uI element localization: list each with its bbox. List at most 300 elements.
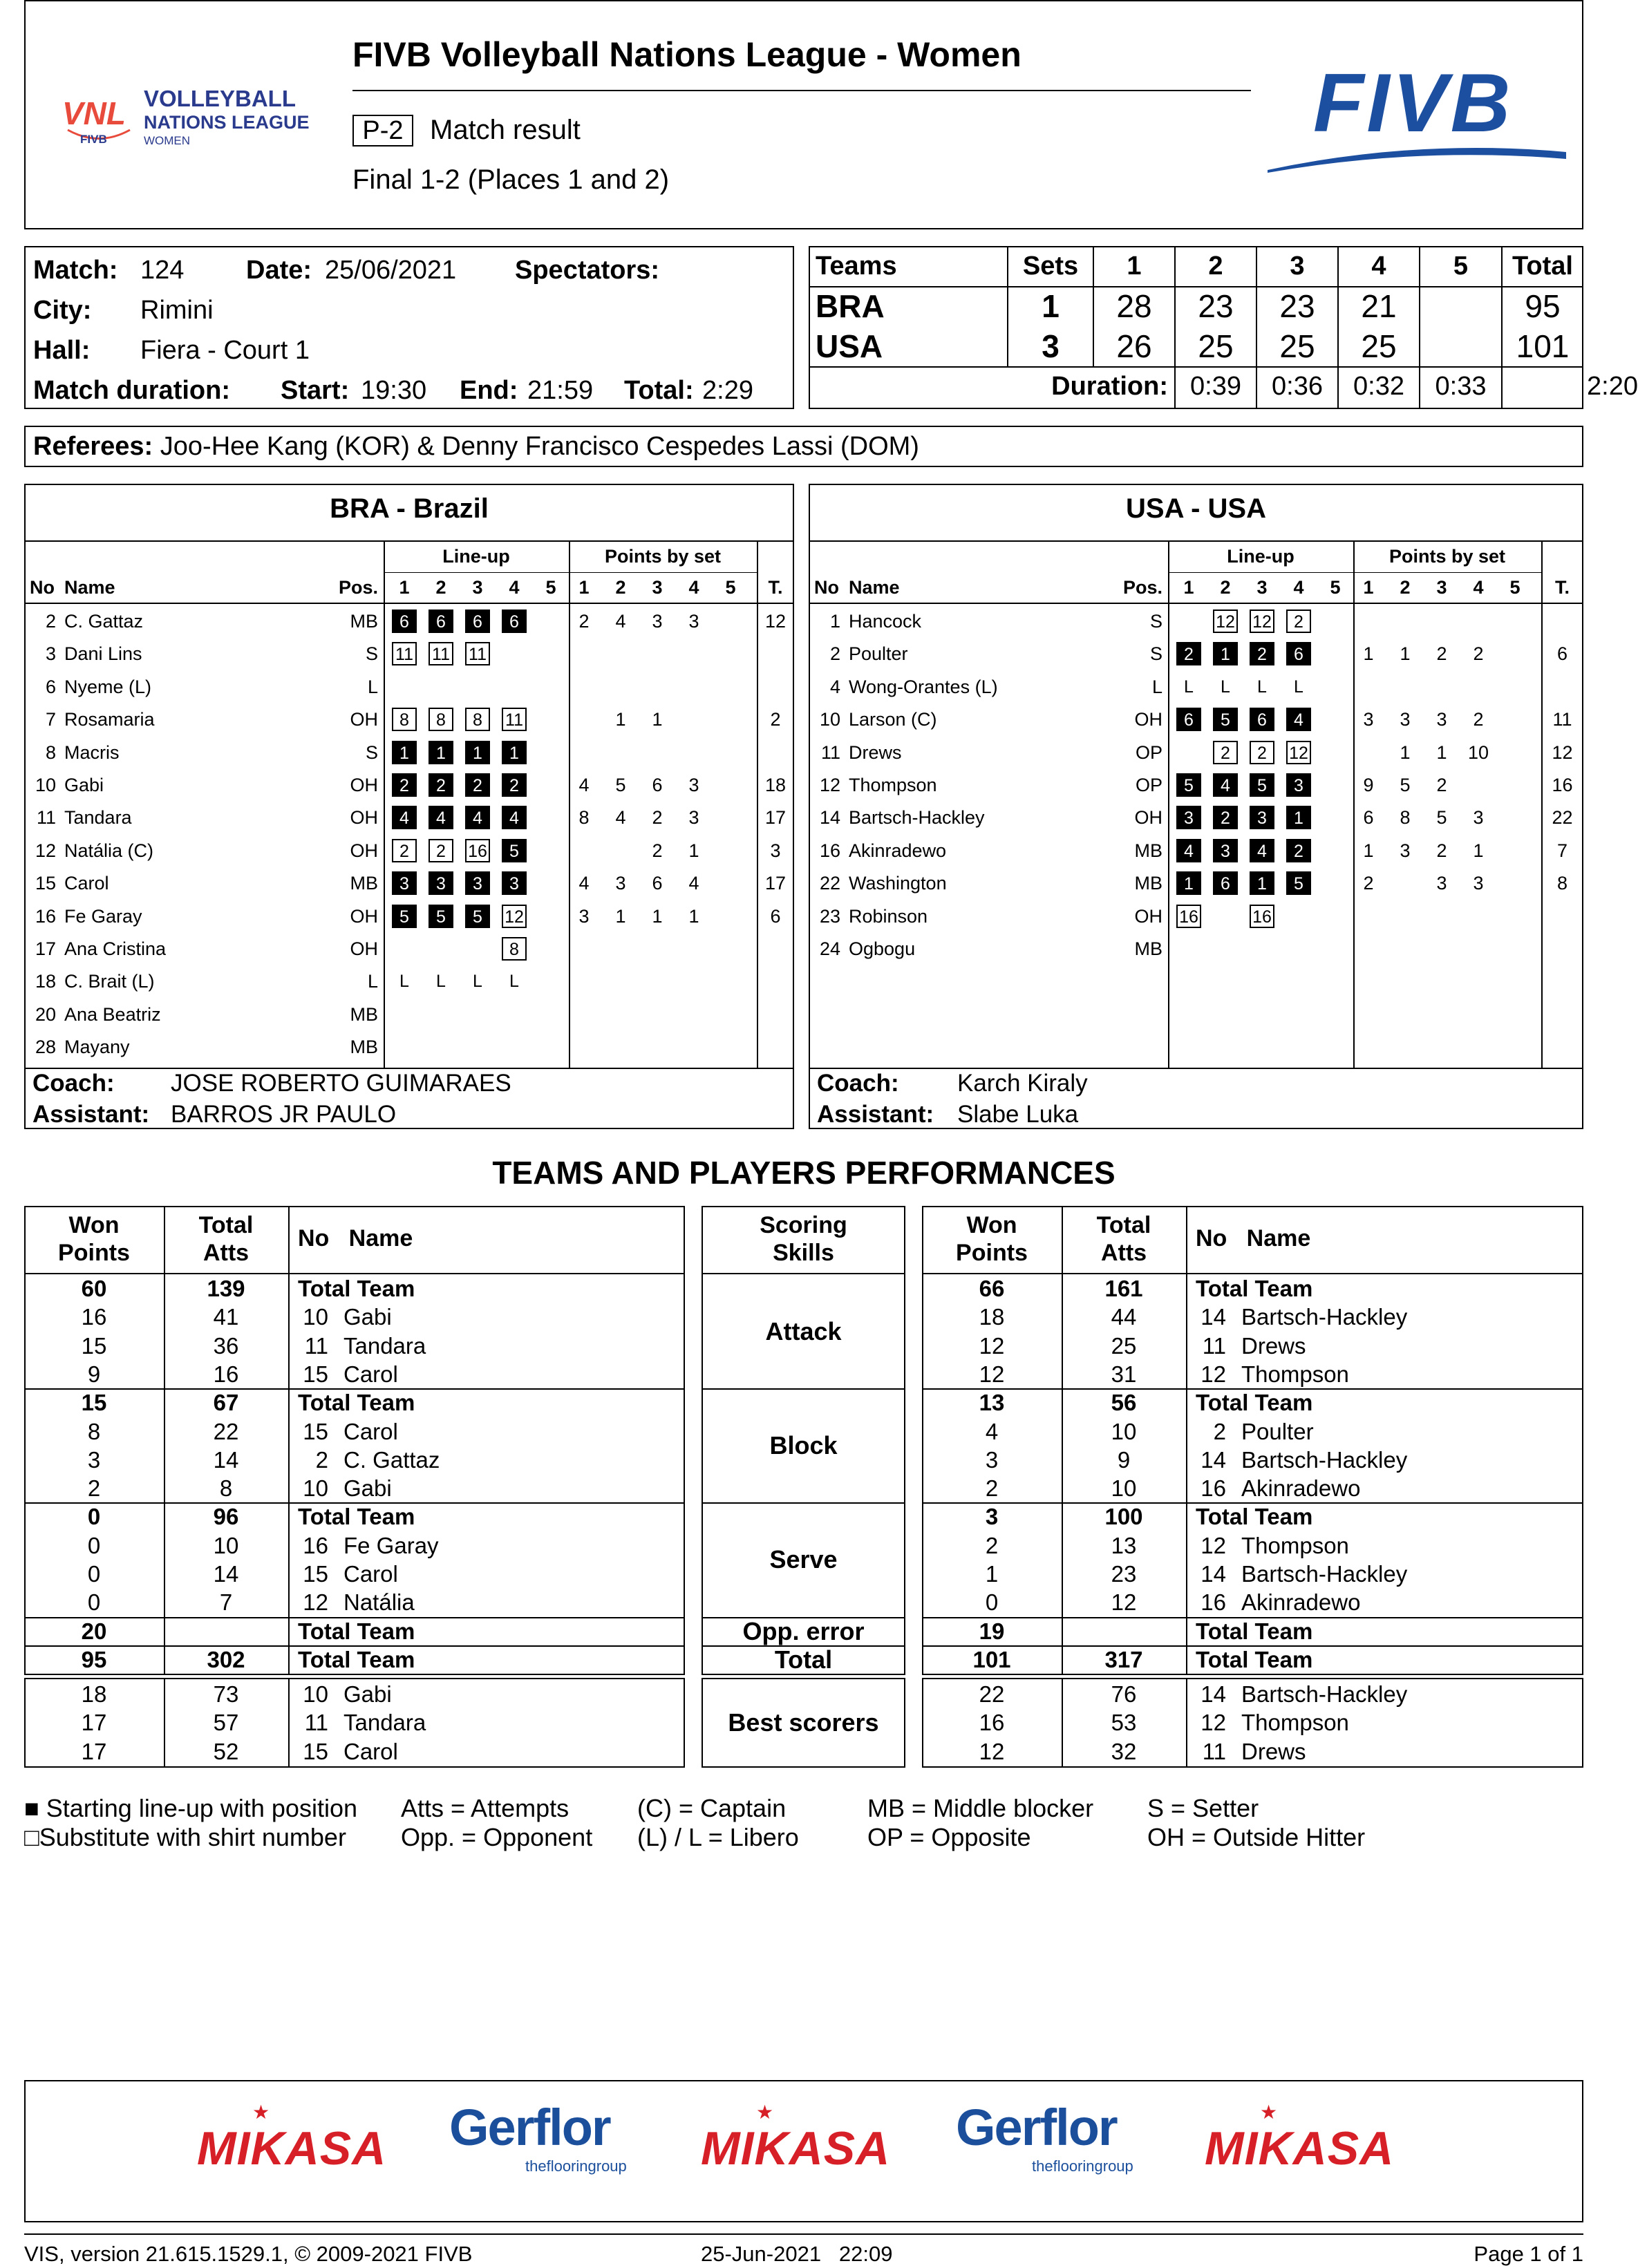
perf-block-atts: 56: [1111, 1390, 1137, 1416]
points-set: 1: [615, 905, 626, 927]
player-name: Larson (C): [849, 709, 937, 730]
lineup-start-position: 1: [429, 741, 453, 764]
lineup-start-position: 2: [465, 773, 490, 797]
lineup-start-position: 1: [392, 741, 417, 764]
roster-col-rule: [569, 540, 570, 1068]
points-set: 2: [1473, 709, 1484, 730]
points-total: 3: [770, 840, 781, 861]
perf-block-name: C. Gattaz: [343, 1446, 440, 1473]
best-scorer-won: 18: [81, 1681, 107, 1707]
date-label: Date:: [246, 256, 312, 285]
skill-serve: Serve: [769, 1545, 838, 1574]
legend-item: OP = Opposite: [867, 1823, 1031, 1851]
lineup-substitute: 12: [1213, 609, 1238, 633]
points-total: 6: [1556, 643, 1568, 665]
perf-serve-number: 12: [303, 1589, 328, 1616]
lineup-libero: L: [1184, 677, 1194, 697]
score-col-rule: [1419, 246, 1420, 409]
points-set: 3: [688, 807, 699, 829]
perf-block-atts: 9: [1117, 1446, 1131, 1473]
lineup-start-position: 1: [1213, 642, 1238, 665]
lineup-start-position: 6: [1250, 708, 1274, 731]
pos-header: Pos.: [1122, 577, 1162, 598]
perf-attack-atts: 44: [1111, 1304, 1137, 1330]
won-header-line1: Won: [68, 1212, 120, 1238]
player-number: 11: [36, 807, 56, 829]
vnl-line1: VOLLEYBALL: [144, 86, 296, 111]
lineup-start-position: 5: [1286, 871, 1311, 895]
score-header: Sets: [1022, 252, 1079, 281]
points-total: 17: [764, 873, 787, 894]
player-position: L: [1151, 676, 1162, 697]
lineup-substitute: 11: [429, 642, 453, 665]
perf-block-name: Total Team: [298, 1390, 415, 1416]
legend-item: ■ Starting line-up with position: [24, 1794, 357, 1822]
perf-attack-atts: 36: [213, 1332, 239, 1359]
fivb-swoosh-icon: [1265, 131, 1569, 173]
perf-attack-name: Bartsch-Hackley: [1241, 1304, 1408, 1330]
points-set: 1: [1363, 643, 1374, 665]
points-set: 3: [688, 775, 699, 795]
skill-attack: Attack: [765, 1317, 842, 1345]
points-set: 1: [1400, 741, 1411, 763]
lineup-set-header: 3: [1256, 577, 1268, 598]
best-scorer-number: 12: [1201, 1710, 1226, 1736]
lineup-start-position: 2: [392, 773, 417, 797]
atts-header-line1: Total: [1096, 1212, 1151, 1238]
score-header: 2: [1208, 252, 1223, 281]
lineup-start-position: 5: [1176, 773, 1201, 797]
points-total: 6: [770, 905, 781, 927]
best-scorer-won: 16: [979, 1710, 1005, 1736]
lineup-substitute: 8: [392, 708, 417, 731]
score-header: 4: [1371, 252, 1386, 281]
perf-serve-won: 0: [87, 1532, 101, 1558]
player-position: OH: [350, 807, 378, 829]
lineup-start-position: 5: [1213, 708, 1238, 731]
team-title: USA - USA: [1126, 493, 1266, 524]
perf-opp-error-name: Total Team: [298, 1618, 415, 1644]
lineup-set-header: 2: [1220, 577, 1231, 598]
points-set: 1: [1400, 643, 1411, 665]
perf-block-name: Poulter: [1241, 1418, 1314, 1444]
points-set: 4: [615, 611, 626, 632]
points-set: 3: [652, 611, 663, 632]
lineup-libero: L: [509, 972, 519, 992]
points-set: 5: [1436, 807, 1447, 829]
score-header: 3: [1290, 252, 1305, 281]
player-name: Bartsch-Hackley: [849, 807, 985, 829]
coach-name: JOSE ROBERTO GUIMARAES: [171, 1070, 511, 1097]
doc-code: P-2: [352, 115, 413, 147]
points-set: 6: [1363, 807, 1374, 829]
player-position: OP: [1135, 775, 1162, 795]
player-number: 8: [45, 741, 56, 763]
points-set: 3: [688, 611, 699, 632]
lineup-libero: L: [1257, 677, 1267, 697]
atts-header: [164, 1211, 288, 1267]
perf-block-won: 15: [81, 1390, 107, 1416]
duration-label: Match duration:: [33, 376, 230, 405]
lineup-start-position: 5: [465, 905, 490, 928]
points-total: 12: [764, 611, 787, 632]
player-number: 1: [829, 611, 840, 632]
referees-value: Joo-Hee Kang (KOR) & Denny Francisco Cespedes Lassi (DOM): [160, 432, 919, 461]
perf-attack-number: 14: [1201, 1304, 1226, 1330]
points-set: 5: [1400, 775, 1411, 795]
total-header: T.: [768, 577, 783, 598]
coach-rule: [809, 1068, 1583, 1069]
player-number: 11: [820, 741, 840, 763]
score-header: 1: [1127, 252, 1142, 281]
perf-attack-atts: 161: [1104, 1276, 1143, 1301]
lineup-start-position: 3: [1213, 839, 1238, 862]
points-set: 2: [578, 611, 590, 632]
lineup-start-position: 1: [1176, 871, 1201, 895]
no-header: No: [30, 577, 55, 598]
match-number: 124: [140, 256, 185, 285]
player-number: 23: [819, 905, 840, 927]
lineup-start-position: 6: [392, 609, 417, 633]
legend-item: Atts = Attempts: [401, 1794, 569, 1822]
gerflor-logo: Gerflor: [956, 2099, 1117, 2156]
player-number: 12: [35, 840, 56, 861]
player-name: Poulter: [849, 643, 908, 665]
perf-serve-number: 16: [303, 1532, 328, 1558]
perf-serve-number: 16: [1201, 1589, 1226, 1616]
points-set: 3: [1473, 873, 1484, 894]
lineup-start-position: 1: [465, 741, 490, 764]
perf-opp-error-name: Total Team: [1196, 1618, 1313, 1644]
player-name: Rosamaria: [64, 709, 155, 730]
points-header: Points by set: [604, 546, 722, 567]
lineup-set-header: 1: [1183, 577, 1194, 598]
perf-attack-number: 11: [304, 1332, 328, 1359]
player-name: C. Gattaz: [64, 611, 144, 632]
lineup-start-position: 1: [1286, 806, 1311, 829]
player-position: OH: [350, 775, 378, 795]
points-set: 3: [615, 873, 626, 894]
lineup-substitute: 2: [392, 839, 417, 862]
points-set: 3: [1436, 873, 1447, 894]
player-number: 16: [819, 840, 840, 861]
perf-attack-name: Carol: [343, 1361, 398, 1387]
player-position: MB: [350, 1003, 378, 1025]
perf-serve-number: 14: [1201, 1561, 1226, 1587]
perf-attack-atts: 139: [207, 1276, 245, 1301]
points-set: 2: [652, 840, 663, 861]
lineup-start-position: 3: [429, 871, 453, 895]
perf-opp-error-won: 19: [979, 1618, 1005, 1644]
player-number: 3: [45, 643, 56, 665]
perf-serve-atts: 13: [1111, 1532, 1137, 1558]
lineup-substitute: 2: [1286, 609, 1311, 633]
player-position: L: [367, 971, 378, 992]
legend-item: (C) = Captain: [637, 1794, 787, 1822]
player-number: 4: [829, 676, 840, 697]
set-duration: 0:39: [1190, 372, 1241, 401]
perf-attack-atts: 41: [213, 1304, 239, 1330]
score-header: Teams: [816, 252, 897, 281]
lineup-start-position: 5: [429, 905, 453, 928]
mikasa-logo: MIKASA: [701, 2122, 891, 2175]
perf-block-atts: 10: [1111, 1475, 1137, 1502]
points-set: 1: [688, 905, 699, 927]
roster-rule: [809, 603, 1583, 604]
mikasa-star-icon: ★: [756, 2101, 774, 2123]
score-cell: 28: [1116, 288, 1152, 324]
player-position: OH: [1134, 905, 1162, 927]
score-cell: 101: [1516, 328, 1570, 364]
hall-label: Hall:: [33, 336, 91, 365]
player-number: 12: [819, 775, 840, 795]
no-header: No: [814, 577, 839, 598]
points-set: 6: [652, 775, 663, 795]
best-scorer-name: Gabi: [343, 1681, 392, 1707]
coach-name: Karch Kiraly: [957, 1070, 1088, 1097]
player-name: Dani Lins: [64, 643, 142, 665]
perf-serve-won: 0: [87, 1504, 101, 1530]
perf-attack-name: Total Team: [298, 1276, 415, 1301]
lineup-substitute: 16: [465, 839, 490, 862]
gerflor-tagline: theflooringroup: [1032, 2157, 1133, 2175]
lineup-substitute: 16: [1176, 905, 1201, 928]
player-name: C. Brait (L): [64, 971, 155, 992]
lineup-start-position: 3: [392, 871, 417, 895]
footer-rule: [24, 2233, 1583, 2235]
points-set: 10: [1467, 741, 1489, 763]
perf-serve-name: Thompson: [1241, 1532, 1349, 1558]
player-name: Fe Garay: [64, 905, 142, 927]
lineup-start-position: 4: [1250, 839, 1274, 862]
score-col-rule: [1174, 246, 1176, 409]
won-header: [922, 1211, 1062, 1267]
lineup-set-header: 4: [1293, 577, 1304, 598]
lineup-start-position: 4: [392, 806, 417, 829]
perf-attack-number: 11: [1202, 1332, 1226, 1359]
player-number: 15: [35, 873, 56, 894]
skills-header-line2: Skills: [773, 1240, 834, 1266]
player-position: L: [367, 676, 378, 697]
lineup-substitute: 12: [1250, 609, 1274, 633]
perf-block-atts: 10: [1111, 1418, 1137, 1444]
points-set: 1: [1436, 741, 1447, 763]
perf-serve-name: Total Team: [298, 1504, 415, 1530]
lineup-start-position: 6: [1286, 642, 1311, 665]
won-header-line2: Points: [956, 1240, 1028, 1266]
player-position: OH: [1134, 709, 1162, 730]
roster-rule: [24, 603, 794, 604]
perf-serve-name: Total Team: [1196, 1504, 1313, 1530]
points-set: 3: [1436, 709, 1447, 730]
perf-block-number: 14: [1201, 1446, 1226, 1473]
player-number: 10: [819, 709, 840, 730]
player-name: Wong-Orantes (L): [849, 676, 998, 697]
player-name: Mayany: [64, 1037, 130, 1058]
best-scorer-atts: 53: [1111, 1710, 1137, 1736]
footer-version: VIS, version 21.615.1529.1, © 2009-2021 FIVB: [24, 2242, 473, 2266]
perf-serve-won: 0: [87, 1561, 101, 1587]
legend-item: MB = Middle blocker: [867, 1794, 1094, 1822]
player-number: 10: [35, 775, 56, 795]
assistant-name: BARROS JR PAULO: [171, 1101, 397, 1128]
lineup-start-position: 4: [502, 806, 527, 829]
perf-serve-won: 0: [985, 1589, 999, 1616]
perf-attack-atts: 16: [213, 1361, 239, 1387]
points-total: 18: [764, 775, 787, 795]
perf-attack-name: Drews: [1241, 1332, 1306, 1359]
atts-header-line1: Total: [198, 1212, 254, 1238]
player-position: OH: [350, 840, 378, 861]
best-scorer-number: 11: [1202, 1738, 1226, 1764]
lineup-start-position: 3: [1250, 806, 1274, 829]
score-cell: 95: [1525, 288, 1561, 324]
referees-label: Referees:: [33, 432, 153, 461]
points-set: 5: [615, 775, 626, 795]
lineup-libero: L: [436, 972, 446, 992]
lineup-start-position: 2: [502, 773, 527, 797]
player-number: 18: [35, 971, 56, 992]
points-set: 4: [688, 873, 699, 894]
perf-serve-number: 12: [1201, 1532, 1226, 1558]
end-time: 21:59: [527, 376, 594, 405]
noname-header: No Name: [298, 1225, 413, 1251]
player-number: 24: [819, 938, 840, 959]
legend-item: S = Setter: [1147, 1794, 1259, 1822]
best-scorer-won: 12: [979, 1738, 1005, 1764]
points-set: 2: [1363, 873, 1374, 894]
perf-block-won: 3: [985, 1446, 999, 1473]
best-scorer-atts: 76: [1111, 1681, 1137, 1707]
match-hall: Fiera - Court 1: [140, 336, 310, 365]
perf-serve-atts: 12: [1111, 1589, 1137, 1616]
set-duration: 0:36: [1272, 372, 1323, 401]
lineup-substitute: 2: [429, 839, 453, 862]
score-col-rule: [1501, 246, 1503, 409]
best-scorer-name: Drews: [1241, 1738, 1306, 1764]
lineup-set-header: 5: [1330, 577, 1341, 598]
perf-serve-name: Fe Garay: [343, 1532, 439, 1558]
lineup-substitute: 2: [1213, 741, 1238, 764]
best-scorer-number: 14: [1201, 1681, 1226, 1707]
points-set: 1: [615, 709, 626, 730]
perf-block-name: Bartsch-Hackley: [1241, 1446, 1408, 1473]
player-number: 16: [35, 905, 56, 927]
player-name: Akinradewo: [849, 840, 947, 861]
perf-attack-won: 66: [979, 1276, 1005, 1301]
lineup-start-position: 5: [502, 839, 527, 862]
score-col-rule: [1093, 246, 1094, 366]
start-label: Start:: [281, 376, 350, 405]
coach-label: Coach:: [817, 1070, 899, 1097]
perf-block-atts: 8: [219, 1475, 233, 1502]
perf-attack-number: 15: [303, 1361, 328, 1387]
player-name: Gabi: [64, 775, 104, 795]
best-scorer-won: 17: [81, 1738, 107, 1764]
best-scorer-number: 10: [303, 1681, 328, 1707]
lineup-start-position: 3: [465, 871, 490, 895]
skills-header: [702, 1211, 905, 1267]
atts-header: [1062, 1211, 1186, 1267]
perf-total-atts: 317: [1104, 1646, 1143, 1672]
perf-attack-won: 15: [81, 1332, 107, 1359]
perf-serve-won: 3: [985, 1504, 999, 1530]
points-set: 3: [1473, 807, 1484, 829]
lineup-set-header: 1: [399, 577, 410, 598]
best-scorer-name: Thompson: [1241, 1710, 1349, 1736]
lineup-start-position: 2: [1176, 642, 1201, 665]
points-set-header: 4: [688, 577, 699, 598]
lineup-start-position: 1: [1250, 871, 1274, 895]
player-position: MB: [350, 611, 378, 632]
perf-attack-name: Tandara: [343, 1332, 426, 1359]
player-position: OH: [350, 905, 378, 927]
perf-attack-name: Total Team: [1196, 1276, 1313, 1301]
points-set-header: 5: [725, 577, 736, 598]
player-name: Robinson: [849, 905, 928, 927]
atts-header-line2: Atts: [203, 1240, 250, 1266]
skill-block: Block: [769, 1431, 838, 1460]
player-number: 22: [819, 873, 840, 894]
perf-block-won: 13: [979, 1390, 1005, 1416]
legend-item: Opp. = Opponent: [401, 1823, 593, 1851]
perf-block-name: Gabi: [343, 1475, 392, 1502]
score-cell: 25: [1361, 328, 1397, 364]
points-total: 8: [1556, 873, 1568, 894]
spectators-label: Spectators:: [515, 256, 660, 285]
skills-header-line1: Scoring: [760, 1212, 847, 1238]
roster-subrule: [1168, 572, 1541, 573]
player-name: Carol: [64, 873, 109, 894]
points-set: 1: [1473, 840, 1484, 861]
lineup-substitute: 8: [465, 708, 490, 731]
points-set: 2: [1436, 643, 1447, 665]
points-set-header: 3: [652, 577, 663, 598]
points-header: Points by set: [1388, 546, 1506, 567]
score-cell: 21: [1361, 288, 1397, 324]
set-duration: 2:20: [1587, 372, 1638, 401]
legend-item: (L) / L = Libero: [637, 1823, 799, 1851]
footer-page: Page 1 of 1: [1474, 2242, 1583, 2266]
points-set: 3: [1363, 709, 1374, 730]
perf-attack-number: 12: [1201, 1361, 1226, 1387]
score-cell: 23: [1279, 288, 1315, 324]
player-position: MB: [350, 1037, 378, 1058]
city-label: City:: [33, 296, 92, 325]
perf-serve-won: 0: [87, 1589, 101, 1616]
lineup-substitute: 12: [1286, 741, 1311, 764]
mikasa-logo: MIKASA: [1205, 2122, 1395, 2175]
perf-attack-name: Thompson: [1241, 1361, 1349, 1387]
atts-header-line2: Atts: [1100, 1240, 1147, 1266]
lineup-start-position: 4: [1176, 839, 1201, 862]
perf-serve-atts: 10: [213, 1532, 239, 1558]
player-name: Nyeme (L): [64, 676, 152, 697]
mikasa-star-icon: ★: [1260, 2101, 1278, 2123]
score-cell: 1: [1042, 288, 1060, 324]
perf-serve-atts: 23: [1111, 1561, 1137, 1587]
points-set: 4: [615, 807, 626, 829]
perf-serve-atts: 96: [213, 1504, 239, 1530]
perf-serve-name: Natália: [343, 1589, 415, 1616]
player-position: MB: [1134, 840, 1162, 861]
perf-attack-won: 12: [979, 1332, 1005, 1359]
lineup-start-position: 2: [1250, 642, 1274, 665]
score-col-rule: [1256, 246, 1257, 409]
perf-attack-won: 18: [979, 1304, 1005, 1330]
points-set: 2: [1436, 775, 1447, 795]
perf-block-number: 16: [1201, 1475, 1226, 1502]
